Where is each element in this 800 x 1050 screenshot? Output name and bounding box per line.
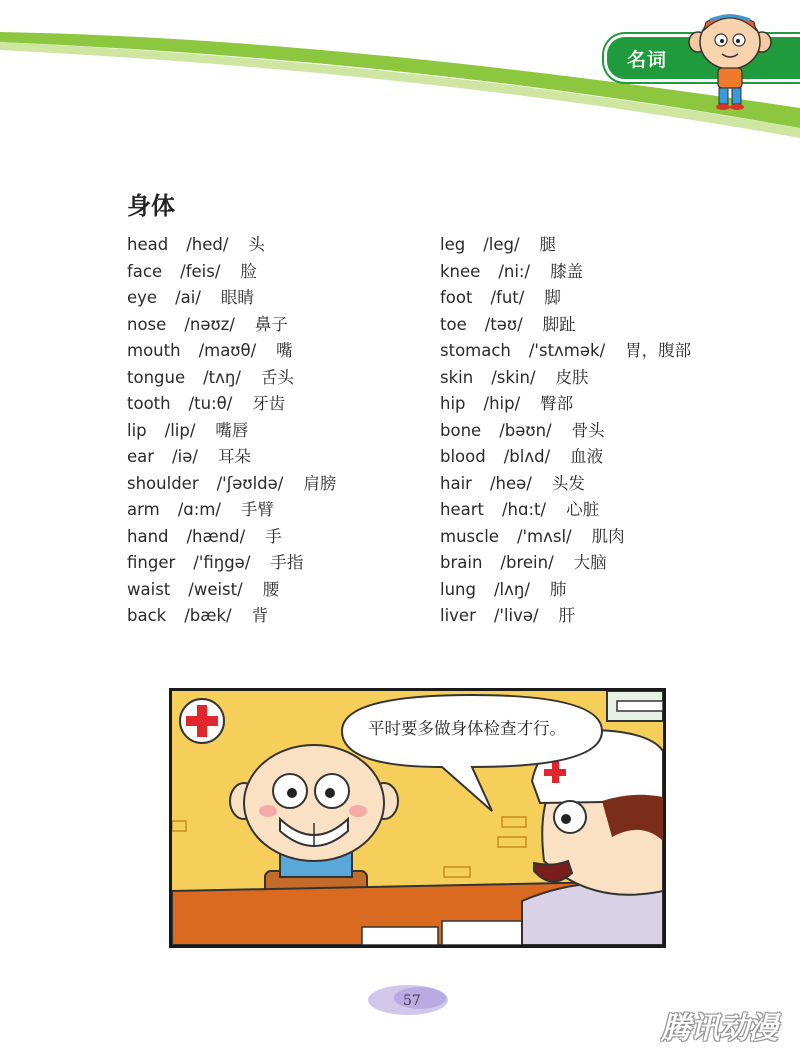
vocab-word: nose <box>127 314 167 334</box>
vocab-meaning: 眼睛 <box>220 288 254 307</box>
watermark-logo: 腾讯动漫 <box>661 1011 777 1046</box>
vocab-word: leg <box>440 235 466 254</box>
vocab-word: foot <box>440 288 473 307</box>
vocab-row <box>440 444 691 471</box>
vocab-meaning: 肝 <box>558 606 576 625</box>
vocab-phonetic: /tʌŋ/ <box>203 367 241 387</box>
vocab-row <box>440 471 691 498</box>
vocab-row <box>127 232 336 259</box>
vocab-meaning: 腰 <box>262 579 280 599</box>
vocab-row <box>127 603 336 630</box>
vocab-phonetic: /iə/ <box>172 447 198 466</box>
vocab-phonetic: /ɑ:m/ <box>177 500 221 519</box>
vocab-meaning: 脚趾 <box>542 314 576 334</box>
vocab-row <box>440 365 691 392</box>
vocab-meaning: 肩膀 <box>303 473 337 493</box>
vocab-phonetic: /heə/ <box>489 473 532 493</box>
vocab-phonetic: /bæk/ <box>184 606 232 625</box>
vocab-row <box>440 338 691 365</box>
vocab-row <box>127 497 336 524</box>
vocab-phonetic: /təʊ/ <box>484 314 523 334</box>
vocab-meaning: 手臂 <box>240 500 274 519</box>
vocab-word: knee <box>440 261 481 281</box>
vocab-word: tooth <box>127 394 171 413</box>
vocab-word: hand <box>127 526 169 546</box>
vocab-word: head <box>127 235 169 254</box>
vocab-meaning: 背 <box>251 606 269 625</box>
vocab-row <box>440 232 691 259</box>
vocab-word: waist <box>127 579 171 599</box>
vocab-meaning: 胃，腹部 <box>625 341 692 360</box>
vocab-word: eye <box>127 288 158 307</box>
vocab-meaning: 血液 <box>570 447 604 466</box>
vocab-meaning: 嘴 <box>276 341 293 360</box>
vocab-meaning: 肺 <box>549 579 567 599</box>
vocab-word: blood <box>440 447 486 466</box>
vocab-meaning: 肌肉 <box>591 526 625 546</box>
vocab-word: liver <box>440 606 476 625</box>
vocab-column-left <box>127 232 336 630</box>
vocab-row <box>440 603 691 630</box>
vocab-word: lung <box>440 579 476 599</box>
vocab-phonetic: /ni:/ <box>498 261 531 281</box>
vocab-phonetic: /skin/ <box>491 367 536 387</box>
vocab-meaning: 牙齿 <box>252 394 286 413</box>
section-title: 身体 <box>127 192 175 220</box>
vocab-word: heart <box>440 500 484 519</box>
vocab-word: back <box>127 606 167 625</box>
vocab-word: mouth <box>127 341 181 360</box>
vocab-phonetic: /hænd/ <box>186 526 246 546</box>
vocab-word: hip <box>440 394 466 413</box>
vocab-row <box>440 418 691 445</box>
vocab-phonetic: /ai/ <box>175 288 201 307</box>
vocab-row <box>440 524 691 551</box>
vocab-word: ear <box>127 447 155 466</box>
vocab-meaning: 心脏 <box>566 500 600 519</box>
vocab-word: shoulder <box>127 473 199 493</box>
vocab-word: stomach <box>440 341 511 360</box>
comic-panel <box>169 688 666 948</box>
vocab-row <box>127 365 336 392</box>
category-tab-label: 名词 <box>627 49 668 71</box>
vocab-meaning: 腿 <box>539 235 557 254</box>
vocab-phonetic: /lʌŋ/ <box>493 579 530 599</box>
vocab-phonetic: /'fiŋgə/ <box>193 553 251 572</box>
vocab-word: bone <box>440 420 482 440</box>
vocab-row <box>440 391 691 418</box>
vocab-row <box>127 550 336 577</box>
vocab-phonetic: /nəʊz/ <box>184 314 235 334</box>
vocab-meaning: 嘴唇 <box>215 420 249 440</box>
vocab-row <box>127 338 336 365</box>
page-number: 57 <box>403 993 421 1009</box>
vocab-word: arm <box>127 500 160 519</box>
vocab-word: face <box>127 261 163 281</box>
vocab-column-right <box>440 232 691 630</box>
vocab-phonetic: /'stʌmək/ <box>528 341 606 360</box>
vocab-phonetic: /'mʌsl/ <box>516 526 572 546</box>
vocab-row <box>440 285 691 312</box>
vocab-meaning: 皮肤 <box>555 367 589 387</box>
vocab-word: finger <box>127 553 176 572</box>
vocab-row <box>440 577 691 604</box>
vocab-meaning: 手 <box>265 526 282 546</box>
vocab-meaning: 头发 <box>551 473 585 493</box>
vocab-phonetic: /lip/ <box>164 420 196 440</box>
vocab-word: lip <box>127 420 147 440</box>
vocab-meaning: 头 <box>248 235 265 254</box>
vocab-word: brain <box>440 553 483 572</box>
vocab-phonetic: /brein/ <box>500 553 554 572</box>
vocab-row <box>127 444 336 471</box>
vocab-row <box>127 285 336 312</box>
vocab-row <box>127 418 336 445</box>
vocab-phonetic: /hed/ <box>186 235 229 254</box>
vocab-row <box>440 497 691 524</box>
vocab-meaning: 膝盖 <box>550 261 584 281</box>
vocab-row <box>127 577 336 604</box>
vocab-phonetic: /maʊθ/ <box>198 341 257 360</box>
vocab-row <box>127 391 336 418</box>
vocab-row <box>127 259 336 286</box>
vocab-phonetic: /blʌd/ <box>503 447 551 466</box>
vocab-word: hair <box>440 473 472 493</box>
vocab-phonetic: /fut/ <box>490 288 525 307</box>
vocab-word: tongue <box>127 367 186 387</box>
vocab-phonetic: /leg/ <box>483 235 520 254</box>
vocab-phonetic: /hip/ <box>483 394 521 413</box>
vocab-row <box>440 259 691 286</box>
vocab-row <box>440 550 691 577</box>
vocab-word: skin <box>440 367 474 387</box>
vocab-phonetic: /'livə/ <box>493 606 539 625</box>
vocab-row <box>127 524 336 551</box>
vocab-meaning: 鼻子 <box>254 314 288 334</box>
vocab-meaning: 大脑 <box>573 553 607 572</box>
vocab-row <box>127 471 336 498</box>
mascot-boy-illustration <box>688 8 772 112</box>
vocab-phonetic: /feis/ <box>180 261 221 281</box>
vocab-phonetic: /bəʊn/ <box>499 420 552 440</box>
vocab-row <box>127 312 336 339</box>
speech-bubble-text: 平时要多做身体检查才行。 <box>368 719 566 738</box>
vocab-meaning: 手指 <box>270 553 304 572</box>
vocab-meaning: 舌头 <box>260 367 294 387</box>
vocab-row <box>440 312 691 339</box>
vocab-meaning: 臀部 <box>540 394 574 413</box>
vocab-phonetic: /hɑ:t/ <box>501 500 547 519</box>
vocab-meaning: 脚 <box>544 288 561 307</box>
vocab-meaning: 骨头 <box>571 420 605 440</box>
vocab-phonetic: /weist/ <box>188 579 243 599</box>
vocab-phonetic: /tu:θ/ <box>188 394 233 413</box>
vocab-word: muscle <box>440 526 499 546</box>
vocab-phonetic: /'ʃəʊldə/ <box>216 473 284 493</box>
vocab-meaning: 耳朵 <box>217 447 251 466</box>
vocab-word: toe <box>440 314 467 334</box>
vocab-meaning: 脸 <box>240 261 257 281</box>
